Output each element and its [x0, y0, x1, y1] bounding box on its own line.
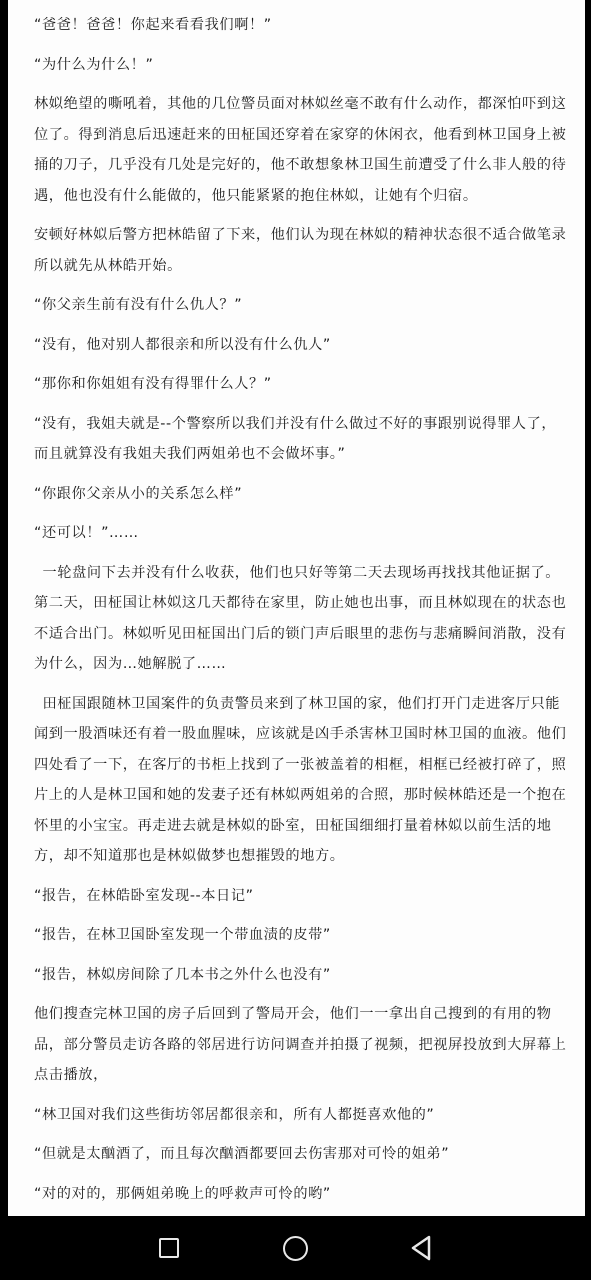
paragraph: “没有，他对别人都很亲和所以没有什么仇人” — [34, 336, 331, 353]
paragraph: “你父亲生前有没有什么仇人？” — [34, 297, 243, 313]
paragraph: “为什么为什么！” — [34, 56, 154, 73]
paragraph: 一轮盘问下去并没有什么收获，他们也只好等第二天去现场再找找其他证据了。第二天，田柾国让林姒这几天都待在家里，防止她也出事，而且林姒现在的状态也不适合出门。林姒听见田柾国出门后的锁门声后眼里的悲伤与悲痛瞬间消散，没有为什么，因为…她解脱了…… — [34, 564, 567, 672]
circle-icon — [283, 1236, 308, 1261]
paragraph: 他们搜查完林卫国的房子后回到了警局开会，他们一一拿出自己搜到的有用的物品，部分警员走访各路的邻居进行访问调查并拍摄了视频，把视屏投放到大屏幕上点击播放， — [34, 1006, 567, 1083]
paragraph: “报告，在林卫国卧室发现一个带血渍的皮带” — [34, 927, 331, 943]
paragraph: “林卫国对我们这些街坊邻居都很亲和，所有人都挺喜欢他的” — [34, 1106, 435, 1123]
system-navigation-bar — [0, 1216, 591, 1280]
paragraph: “对的对的，那俩姐弟晚上的呼救声可怜的哟” — [34, 1185, 331, 1202]
paragraph: 田柾国跟随林卫国案件的负责警员来到了林卫国的家，他们打开门走进客厅只能闻到一股酒味还有着一股血腥味，应该就是凶手杀害林卫国时林卫国的血液。他们四处看了一下，在客厅的书柜上找到了一张被盖着的相框，相框已经被打碎了，照片上的人是林卫国和她的发妻子还有林姒两姐弟的合照，那时候林皓还是一个抱在怀里的小宝宝。再走进去就是林姒的卧室，田柾国细细打量着林姒以前生活的地方，却不知道那也是林姒做梦也想摧毁的地方。 — [34, 695, 567, 864]
back-button[interactable] — [397, 1230, 445, 1266]
article-text — [34, 10, 568, 1258]
paragraph: “但就是太酗酒了，而且每次酗酒都要回去伤害那对可怜的姐弟” — [34, 1146, 450, 1162]
paragraph: “报告，林姒房间除了几本书之外什么也没有” — [34, 966, 331, 983]
triangle-back-icon — [408, 1234, 434, 1262]
paragraph: 安顿好林姒后警方把林皓留了下来，他们认为现在林姒的精神状态很不适合做笔录所以就先从林皓开始。 — [34, 227, 567, 274]
square-icon — [159, 1238, 179, 1258]
paragraph: 林姒绝望的嘶吼着，其他的几位警员面对林姒丝毫不敢有什么动作，都深怕吓到这位了。得到消息后迅速赶来的田柾国还穿着在家穿的休闲衣，他看到林卫国身上被捅的刀子，几乎没有几处是完好的，他不敢想象林卫国生前遭受了什么非人般的待遇，他也没有什么能做的，他只能紧紧的抱住林姒，让她有个归宿。 — [34, 96, 567, 204]
paragraph: “爸爸！爸爸！你起来看看我们啊！” — [34, 17, 272, 33]
home-button[interactable] — [271, 1230, 319, 1266]
reader-page[interactable] — [8, 0, 585, 1216]
paragraph: “没有，我姐夫就是--个警察所以我们并没有什么做过不好的事跟别说得罪人了，而且就算没有我姐夫我们两姐弟也不会做坏事。” — [34, 415, 557, 462]
paragraph: “报告，在林皓卧室发现--本日记” — [34, 887, 254, 904]
paragraph: “那你和你姐姐有没有得罪什么人？” — [34, 376, 272, 392]
paragraph: “你跟你父亲从小的关系怎么样” — [34, 485, 243, 502]
recent-apps-button[interactable] — [145, 1230, 193, 1266]
paragraph: “还可以！”…… — [34, 525, 139, 541]
